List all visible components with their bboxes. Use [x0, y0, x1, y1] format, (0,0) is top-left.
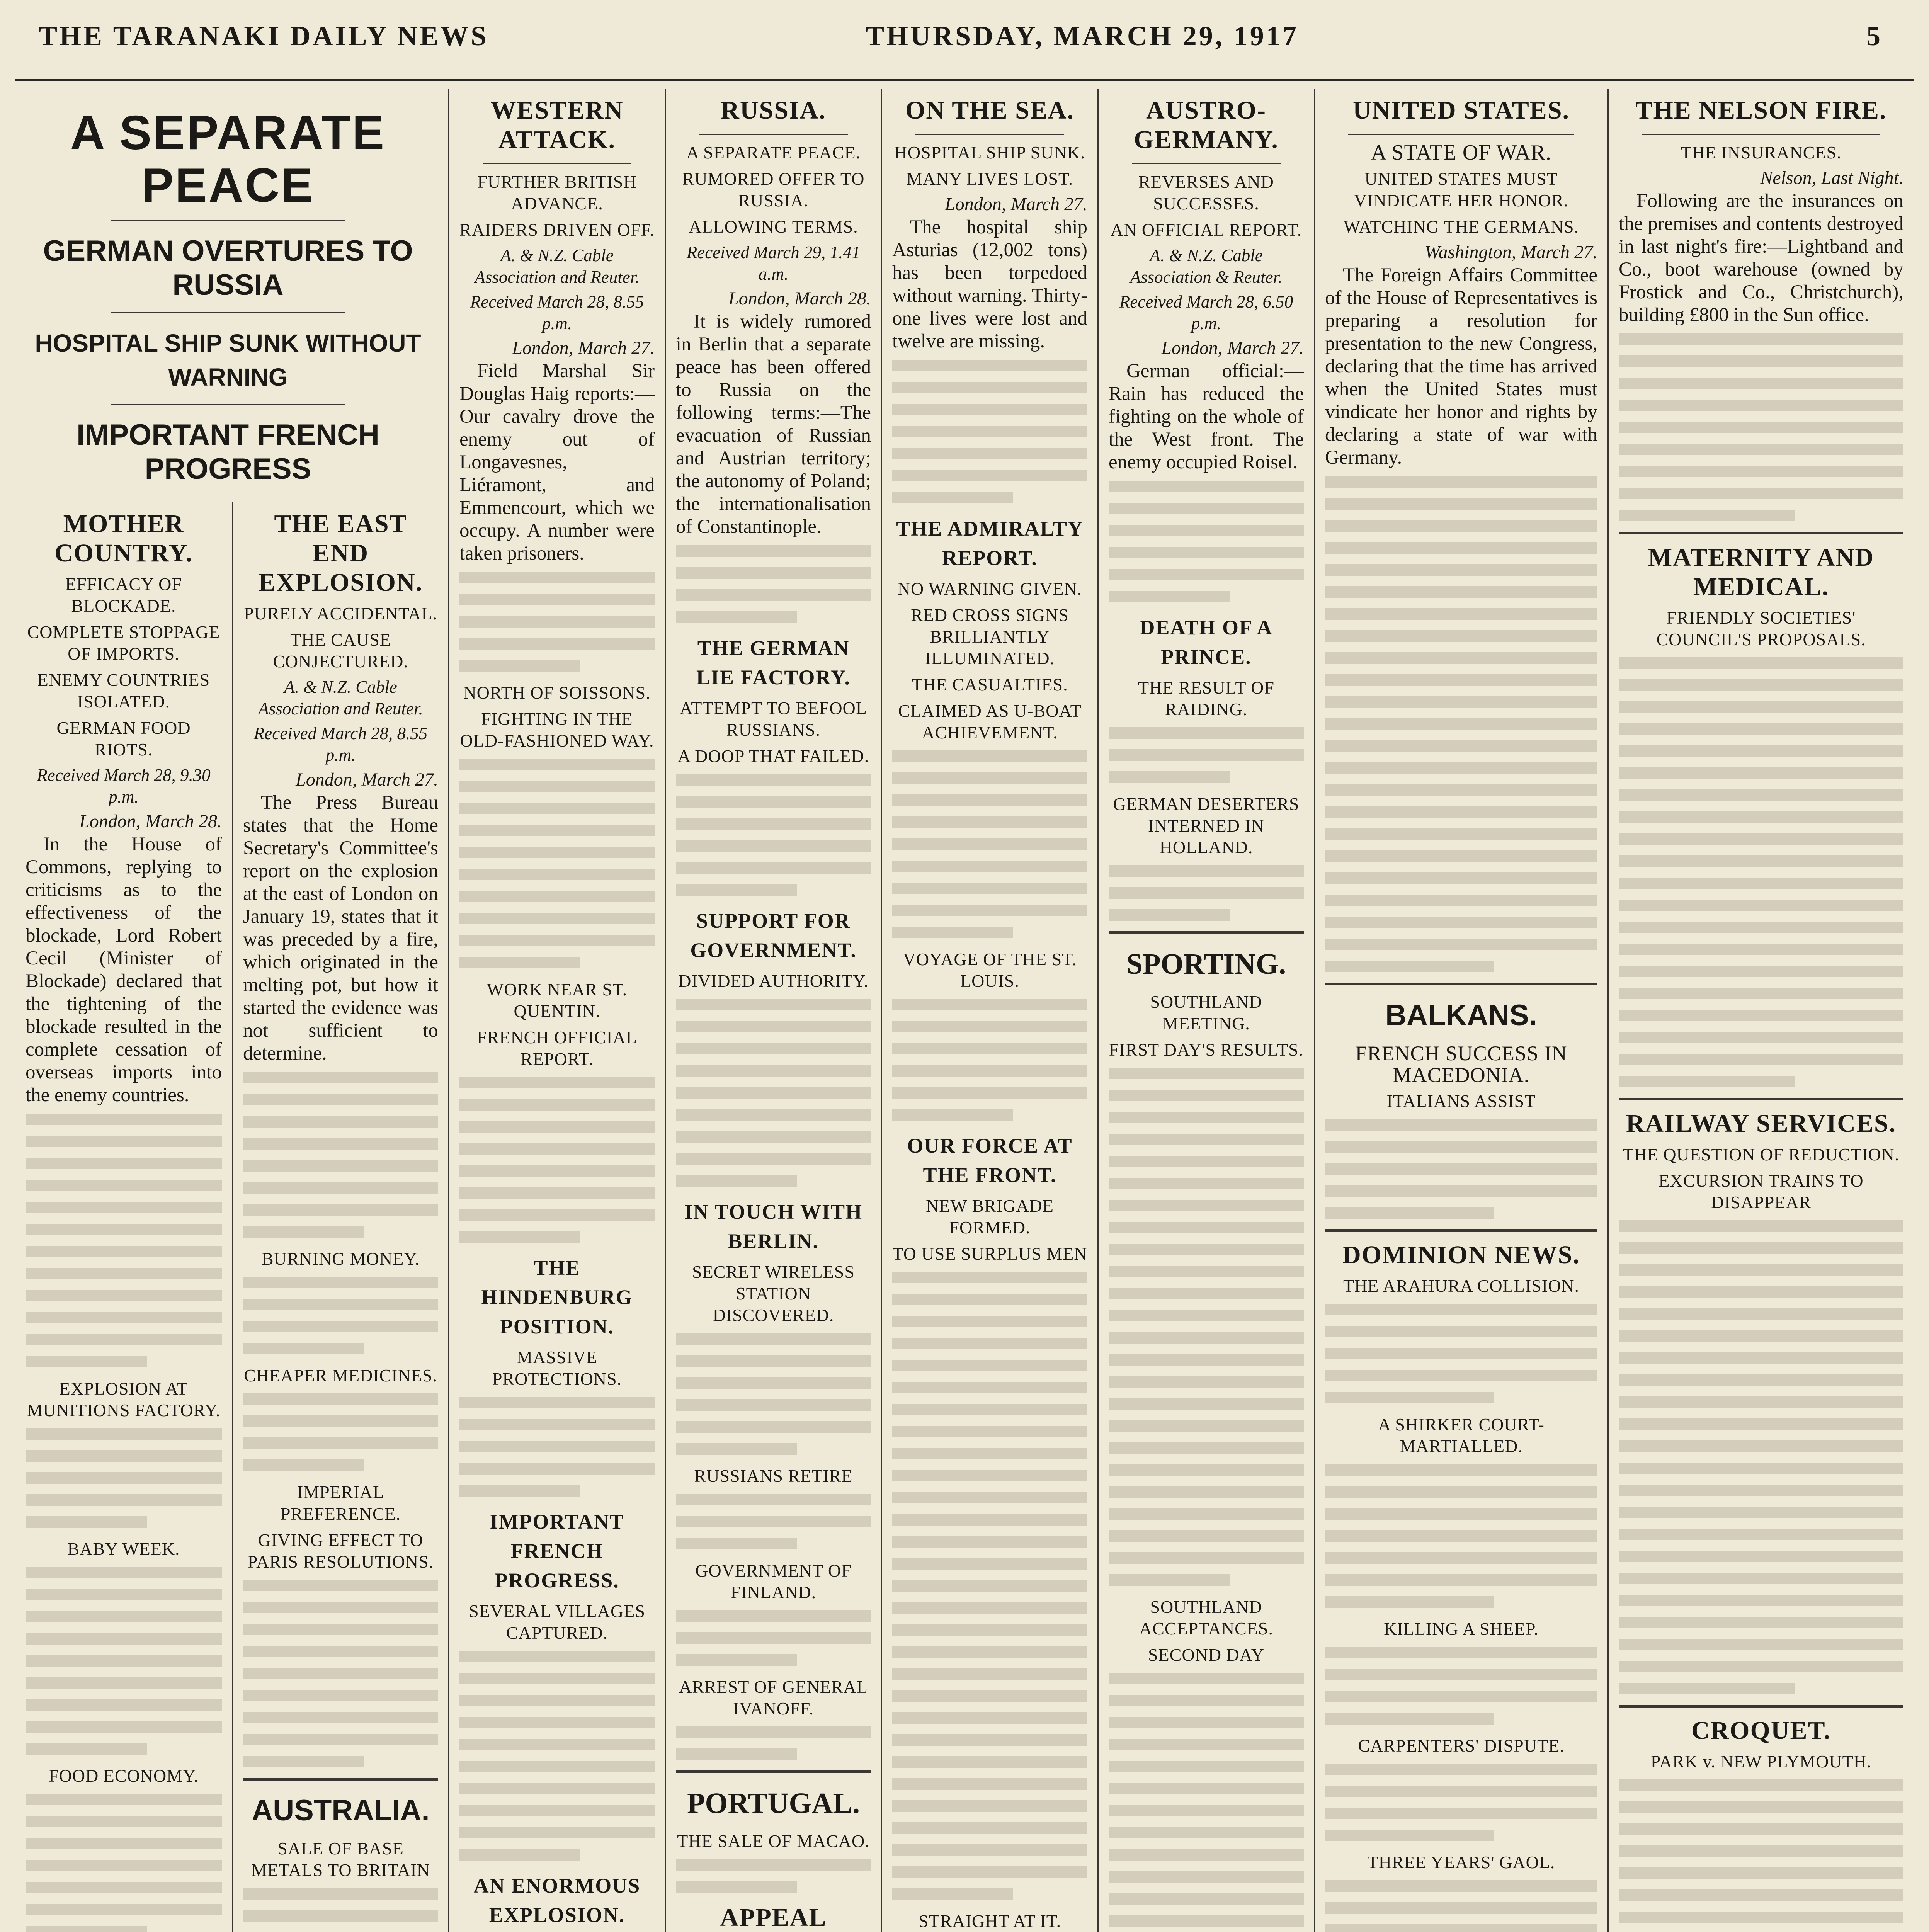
heading-maternity: MATERNITY AND MEDICAL.	[1648, 543, 1875, 601]
article-paragraph: The Foreign Affairs Committee of the House of Representatives is preparing a resolution for presentation to the new Congress, declaring that the time has arrived when the United States must vindicate her honor and rights by declaring a state of war with Germany.	[1325, 264, 1597, 468]
lead-column	[15, 89, 441, 493]
article-text	[1109, 481, 1304, 602]
heading-death-prince: DEATH OF A PRINCE.	[1140, 616, 1273, 668]
sub-raiders: RAIDERS DRIVEN OFF.	[459, 220, 655, 240]
divider	[915, 134, 1064, 135]
sub-burning-money: BURNING MONEY.	[261, 1249, 420, 1269]
divider	[676, 1770, 871, 1773]
sub-imperial-preference: IMPERIAL PREFERENCE.	[280, 1482, 401, 1524]
sub-massive-protections: MASSIVE PROTECTIONS.	[492, 1347, 622, 1389]
article-text	[1325, 1119, 1597, 1219]
sub-enemy-isolated: ENEMY COUNTRIES ISOLATED.	[37, 670, 210, 711]
sub-straight-at-it: STRAIGHT AT IT.	[919, 1911, 1061, 1931]
dateline: London, March 27.	[1161, 338, 1304, 358]
article-text	[26, 1428, 222, 1528]
sub-macao: THE SALE OF MACAO.	[677, 1831, 870, 1851]
sub-excursion-trains: EXCURSION TRAINS TO DISAPPEAR	[1659, 1171, 1864, 1212]
sub-base-metals: SALE OF BASE METALS TO BRITAIN	[251, 1838, 430, 1880]
column-on-the-sea	[881, 89, 1097, 1932]
sub-st-quentin: WORK NEAR ST. QUENTIN.	[487, 980, 628, 1021]
sub-reduction: THE QUESTION OF REDUCTION.	[1623, 1145, 1900, 1164]
column-east-end	[232, 502, 448, 1932]
heading-australia: AUSTRALIA.	[252, 1794, 430, 1827]
dateline: London, March 27.	[296, 769, 438, 790]
received-line: Received March 29, 1.41 a.m.	[686, 243, 861, 284]
byline: A. & N.Z. Cable Association and Reuter.	[258, 677, 423, 718]
sub-shirker: A SHIRKER COURT-MARTIALLED.	[1378, 1415, 1545, 1456]
column-western-attack	[448, 89, 665, 1932]
article-text	[892, 360, 1087, 503]
heading-portugal: PORTUGAL.	[687, 1787, 860, 1820]
article-paragraph: German official:—Rain has reduced the fighting on the whole of the West front. The enemy occupied Roisel.	[1109, 360, 1304, 473]
page-number: 5	[1866, 20, 1883, 51]
byline: A. & N.Z. Cable Association and Reuter.	[475, 246, 640, 287]
sub-finland: GOVERNMENT OF FINLAND.	[695, 1561, 852, 1602]
sub-surplus-men: TO USE SURPLUS MEN	[892, 1244, 1087, 1264]
sub-three-years: THREE YEARS' GAOL.	[1367, 1852, 1555, 1872]
sub-state-of-war: A STATE OF WAR.	[1371, 141, 1551, 165]
sub-efficacy-blockade: EFFICACY OF BLOCKADE.	[65, 574, 182, 616]
heading-hindenburg: THE HINDENBURG POSITION.	[481, 1256, 633, 1338]
heading-united-states: UNITED STATES.	[1352, 96, 1570, 124]
article-text	[676, 1333, 871, 1455]
article-text	[459, 1651, 655, 1861]
sub-british-advance: FURTHER BRITISH ADVANCE.	[477, 172, 637, 213]
masthead	[15, 5, 1914, 81]
heading-admiralty-report: THE ADMIRALTY REPORT.	[896, 517, 1084, 570]
sub-north-soissons: NORTH OF SOISSONS.	[463, 683, 651, 702]
sub-baby-week: BABY WEEK.	[67, 1539, 180, 1559]
sub-second-day: SECOND DAY	[1148, 1645, 1264, 1665]
sub-french-report: FRENCH OFFICIAL REPORT.	[476, 1027, 637, 1069]
article-text	[243, 1888, 438, 1932]
sub-official-report: AN OFFICIAL REPORT.	[1110, 220, 1302, 240]
article-text	[1619, 1220, 1903, 1694]
heading-lie-factory: THE GERMAN LIE FACTORY.	[696, 636, 851, 689]
divider	[1132, 163, 1281, 164]
article-text	[1325, 1304, 1597, 1403]
article-text	[1109, 865, 1304, 921]
heading-balkans: BALKANS.	[1385, 999, 1537, 1032]
divider	[243, 1778, 438, 1781]
heading-croquet: CROQUET.	[1691, 1716, 1831, 1745]
sub-wireless-station: SECRET WIRELESS STATION DISCOVERED.	[692, 1262, 855, 1325]
article-paragraph: The hospital ship Asturias (12,002 tons) has been torpedoed without warning. Thirty-one lives were lost and twelve are missing.	[892, 216, 1087, 352]
sub-southland-acceptances: SOUTHLAND ACCEPTANCES.	[1139, 1597, 1273, 1638]
heading-on-the-sea: ON THE SEA.	[905, 96, 1075, 124]
article-text	[26, 1567, 222, 1755]
article-text	[459, 759, 655, 968]
divider	[1325, 983, 1597, 985]
sub-old-fashioned: FIGHTING IN THE OLD-FASHIONED WAY.	[460, 709, 654, 750]
heading-austro-germany: AUSTRO-GERMANY.	[1134, 96, 1279, 154]
headline-separate-peace: A SEPARATE PEACE	[70, 106, 386, 212]
article-text	[1619, 657, 1903, 1087]
divider	[699, 134, 848, 135]
sub-deserters: GERMAN DESERTERS INTERNED IN HOLLAND.	[1113, 794, 1300, 857]
sub-casualties: THE CASUALTIES.	[912, 675, 1068, 694]
headline-german-overtures: GERMAN OVERTURES TO RUSSIA	[43, 235, 413, 301]
heading-enormous-explosion: AN ENORMOUS EXPLOSION.	[473, 1874, 641, 1927]
sub-st-louis: VOYAGE OF THE ST. LOUIS.	[903, 949, 1077, 991]
sub-watching-germans: WATCHING THE GERMANS.	[1343, 217, 1579, 236]
article-paragraph: Field Marshal Sir Douglas Haig reports:—Our cavalry drove the enemy out of Longavesnes, Liéramont, and Emmencourt, which we occupy. A number were taken prisoners.	[459, 360, 655, 564]
divider	[1619, 1705, 1903, 1708]
article-text	[676, 1859, 871, 1893]
sub-first-day: FIRST DAY'S RESULTS.	[1109, 1040, 1304, 1060]
dateline: London, March 28.	[728, 288, 871, 309]
divider	[111, 220, 345, 221]
sub-macedonia: FRENCH SUCCESS IN MACEDONIA.	[1355, 1042, 1567, 1087]
article-paragraph: In the House of Commons, replying to criticisms as to the effectiveness of the blockade, Lord Robert Cecil (Minister of Blockade) declared that the tightening of the blockade resulted in the complete cessation of overseas imports into the enemy countries.	[26, 833, 222, 1106]
article-text	[892, 999, 1087, 1121]
dateline: Washington, March 27.	[1424, 242, 1597, 262]
article-text	[26, 1794, 222, 1932]
column-mother-country	[15, 502, 232, 1932]
article-text	[1619, 1779, 1903, 1932]
article-text	[1325, 1764, 1597, 1841]
received-line: Received March 28, 8.55 p.m.	[253, 724, 428, 765]
sub-cause: THE CAUSE CONJECTURED.	[273, 630, 408, 671]
sub-rumored-offer: RUMORED OFFER TO RUSSIA.	[682, 169, 865, 210]
article-text	[892, 750, 1087, 938]
divider	[111, 404, 345, 405]
article-text	[1109, 727, 1304, 783]
heading-mother-country: MOTHER COUNTRY.	[54, 510, 193, 567]
article-text	[243, 1393, 438, 1471]
sub-ivanoff: ARREST OF GENERAL IVANOFF.	[679, 1677, 868, 1718]
sub-u-boat: CLAIMED AS U-BOAT ACHIEVEMENT.	[898, 701, 1082, 742]
article-text	[243, 1072, 438, 1238]
sub-russians-retire: RUSSIANS RETIRE	[694, 1466, 853, 1486]
sub-reverses: REVERSES AND SUCCESSES.	[1138, 172, 1274, 213]
dateline: London, March 27.	[945, 194, 1087, 214]
sub-stoppage-imports: COMPLETE STOPPAGE OF IMPORTS.	[27, 622, 220, 663]
column-nelson-fire	[1608, 89, 1914, 1932]
divider	[1109, 931, 1304, 934]
sub-park-new-plymouth: PARK v. NEW PLYMOUTH.	[1650, 1752, 1872, 1771]
received-line: Received March 28, 9.30 p.m.	[37, 765, 211, 806]
article-text	[676, 1610, 871, 1666]
sub-insurances: THE INSURANCES.	[1681, 143, 1842, 162]
heading-nelson-fire: THE NELSON FIRE.	[1635, 96, 1887, 124]
article-text	[26, 1114, 222, 1367]
divider	[1325, 1229, 1597, 1232]
heading-russia: RUSSIA.	[721, 96, 826, 124]
sub-villages-captured: SEVERAL VILLAGES CAPTURED.	[469, 1601, 645, 1643]
heading-force-at-front: OUR FORCE AT THE FRONT.	[907, 1134, 1073, 1187]
sub-food-riots: GERMAN FOOD RIOTS.	[56, 718, 191, 759]
article-text	[459, 1397, 655, 1497]
article-text	[676, 545, 871, 623]
divider	[1619, 1098, 1903, 1100]
article-text	[1325, 476, 1597, 972]
sub-no-warning: NO WARNING GIVEN.	[897, 579, 1082, 599]
heading-appeal-court: APPEAL	[720, 1903, 827, 1932]
dateline: Nelson, Last Night.	[1760, 168, 1903, 188]
sub-medicines: CHEAPER MEDICINES.	[243, 1366, 438, 1385]
headline-french-progress: IMPORTANT FRENCH PROGRESS	[77, 418, 379, 485]
sub-arahura: THE ARAHURA COLLISION.	[1343, 1276, 1580, 1296]
sub-explosion-factory: EXPLOSION AT MUNITIONS FACTORY.	[27, 1379, 221, 1420]
article-text	[459, 572, 655, 672]
received-line: Received March 28, 6.50 p.m.	[1119, 292, 1293, 333]
sub-vindicate-honor: UNITED STATES MUST VINDICATE HER HONOR.	[1354, 169, 1569, 210]
sub-divided-authority: DIVIDED AUTHORITY.	[678, 971, 869, 991]
sub-doop-failed: A DOOP THAT FAILED.	[677, 746, 869, 766]
heading-railway: RAILWAY SERVICES.	[1626, 1109, 1897, 1138]
heading-french-progress: IMPORTANT FRENCH PROGRESS.	[490, 1510, 624, 1592]
sub-carpenters: CARPENTERS' DISPUTE.	[1358, 1736, 1565, 1755]
article-text	[243, 1277, 438, 1354]
divider	[1619, 532, 1903, 534]
article-text	[676, 774, 871, 896]
heading-east-end: THE EAST END EXPLOSION.	[258, 510, 423, 597]
issue-date: THURSDAY, MARCH 29, 1917	[866, 20, 1299, 51]
sub-separate-peace: A SEPARATE PEACE.	[686, 143, 861, 162]
sub-accidental: PURELY ACCIDENTAL.	[243, 604, 438, 623]
sub-paris-resolutions: GIVING EFFECT TO PARIS RESOLUTIONS.	[247, 1530, 434, 1571]
heading-sporting: SPORTING.	[1126, 948, 1286, 980]
received-line: Received March 28, 8.55 p.m.	[470, 292, 644, 333]
article-text	[1109, 1068, 1304, 1586]
divider	[1348, 134, 1574, 135]
headline-hospital-ship: HOSPITAL SHIP SUNK WITHOUT WARNING	[35, 329, 421, 391]
article-text	[1325, 1647, 1597, 1725]
article-text	[1325, 1880, 1597, 1932]
sub-italians-assist: ITALIANS ASSIST	[1386, 1091, 1536, 1111]
sub-red-cross: RED CROSS SIGNS BRILLIANTLY ILLUMINATED.	[911, 605, 1069, 668]
divider	[483, 163, 631, 164]
byline: A. & N.Z. Cable Association & Reuter.	[1130, 246, 1283, 287]
article-text	[676, 1494, 871, 1549]
article-paragraph: Following are the insurances on the premises and contents destroyed in last night's fire:—Lightband and Co., boot warehouse (owned by Frostick and Co., Christchurch), building £800 in the Sun office.	[1619, 190, 1903, 326]
article-paragraph: The Press Bureau states that the Home Secretary's Committee's report on the explosion at the east of London on January 19, states that it was preceded by a fire, which originated in the melting pot, but how it started the evidence was not sufficient to determine.	[243, 792, 438, 1064]
article-text	[1619, 333, 1903, 521]
sub-result-raiding: THE RESULT OF RAIDING.	[1138, 678, 1274, 719]
sub-hospital-ship: HOSPITAL SHIP SUNK.	[894, 143, 1085, 162]
sub-friendly-societies: FRIENDLY SOCIETIES' COUNCIL'S PROPOSALS.	[1656, 608, 1866, 649]
article-paragraph: It is widely rumored in Berlin that a separate peace has been offered to Russia on the following terms:—The evacuation of Russian and Austrian territory; the autonomy of Poland; the internationalisation of Constantinople.	[676, 311, 871, 537]
sub-food-economy: FOOD ECONOMY.	[49, 1766, 199, 1786]
sub-lives-lost: MANY LIVES LOST.	[906, 169, 1073, 189]
article-text	[676, 999, 871, 1187]
dateline: London, March 28.	[79, 811, 222, 832]
sub-killing-sheep: KILLING A SHEEP.	[1384, 1619, 1539, 1639]
column-russia	[665, 89, 881, 1932]
article-text	[1109, 1673, 1304, 1932]
article-text	[676, 1726, 871, 1760]
heading-touch-berlin: IN TOUCH WITH BERLIN.	[684, 1200, 863, 1253]
article-text	[459, 1077, 655, 1243]
column-united-states	[1314, 89, 1608, 1932]
divider	[1642, 134, 1880, 135]
sub-befool-russians: ATTEMPT TO BEFOOL RUSSIANS.	[680, 698, 867, 740]
article-text	[243, 1580, 438, 1767]
newspaper-title: THE TARANAKI DAILY NEWS	[39, 20, 489, 51]
heading-western-attack: WESTERN ATTACK.	[490, 96, 624, 154]
sub-allowing-terms: ALLOWING TERMS.	[689, 217, 858, 236]
heading-dominion-news: DOMINION NEWS.	[1342, 1241, 1580, 1269]
sub-southland-meeting: SOUTHLAND MEETING.	[1150, 992, 1262, 1033]
divider	[111, 312, 345, 313]
sub-new-brigade: NEW BRIGADE FORMED.	[926, 1196, 1054, 1237]
article-text	[892, 1272, 1087, 1900]
dateline: London, March 27.	[512, 338, 655, 358]
column-austro-germany	[1097, 89, 1314, 1932]
article-text	[1325, 1464, 1597, 1608]
heading-support-government: SUPPORT FOR GOVERNMENT.	[690, 909, 857, 962]
